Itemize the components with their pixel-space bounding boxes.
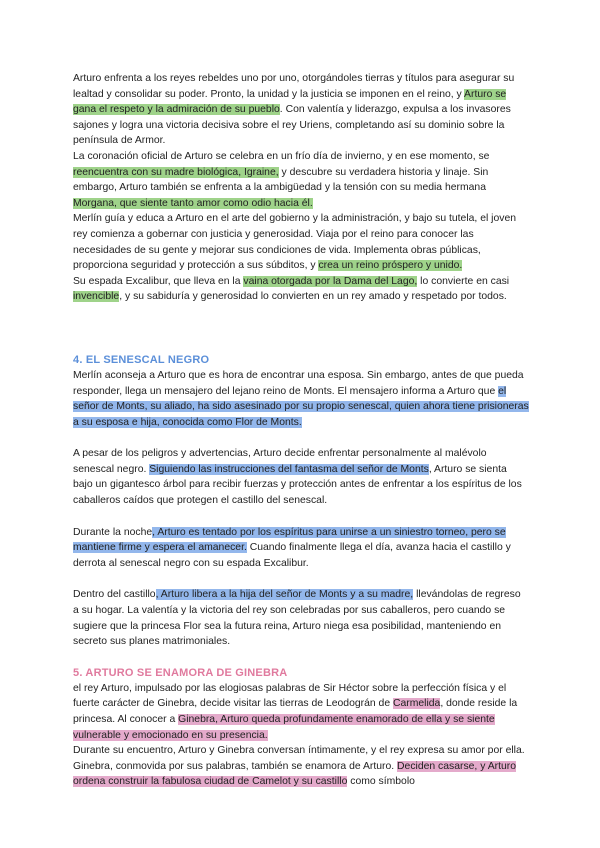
paragraph-monts-messenger (73, 368, 529, 430)
highlight-green: vaina otorgada por la Dama del Lago, (243, 275, 418, 287)
text-run: A pesar de los peligros y advertencias, Arturo decide enfrentar personalmente al malévolo senescal negro. (73, 448, 487, 475)
text-run: Merlín aconseja a Arturo que es hora de encontrar una esposa. Sin embargo, antes de que pueda responder, llega un mensajero del lejano reino de Monts. El mensajero informa a Arturo que (73, 369, 524, 397)
text-run: llevándolas de regreso a su hogar. La valentía y la victoria del rey son celebradas por sus caballeros, pero cuando se sugiere que la princesa Flor sea la futura reina, Arturo niega esa posibilidad, manteniendo en secreto sus planes matrimoniales. (73, 589, 521, 648)
paragraph-camelot (73, 743, 529, 790)
paragraph-visit-ginebra (73, 681, 529, 743)
section-heading-senescal: 4. EL SENESCAL NEGRO (73, 353, 210, 366)
text-run: lo convierte en casi (417, 275, 510, 287)
text-run: . Con valentía y liderazgo, expulsa a los invasores sajones y logra una victoria decisiva sobre el rey Uriens, completando así su dominio sobre la península de Armor. (73, 104, 511, 147)
paragraph-ghost-instructions (73, 446, 529, 508)
text-run: Dentro del castillo (73, 589, 156, 601)
highlight-green: reencuentra con su madre biológica, Igraine, (73, 166, 279, 178)
highlight-blue: , Arturo libera a la hija del señor de Monts y a su madre, (155, 589, 414, 601)
highlight-pink: Deciden casarse, y Arturo ordena construir la fabulosa ciudad de Camelot y su castillo (73, 760, 517, 788)
highlight-blue: el señor de Monts, su aliado, ha sido asesinado por su propio senescal, quien ahora tiene prisioneras a su esposa e hija, conocida como Flor de Monts. (73, 385, 529, 428)
paragraph-rebel-kings (73, 71, 529, 149)
paragraph-coronation (73, 149, 529, 211)
text-run: el rey Arturo, impulsado por las elogiosas palabras de Sir Héctor sobre la perfección física y el fuerte carácter de Ginebra, decide visitar las tierras de Leodográn de (73, 682, 507, 710)
text-run: Cuando finalmente llega el día, avanza hacia el castillo y derrota al senescal negro con su espada Excalibur. (73, 542, 511, 569)
highlight-green: crea un reino próspero y unido. (318, 260, 463, 272)
highlight-blue: Siguiendo las instrucciones del fantasma del señor de Monts (149, 463, 429, 475)
spacer (73, 509, 529, 525)
spacer (73, 430, 529, 446)
document-body (73, 71, 529, 790)
highlight-green: Arturo se gana el respeto y la admiración de su pueblo (73, 88, 507, 116)
text-run: Durante la noche (73, 526, 153, 538)
text-run: Su espada Excalibur, que lleva en la (73, 275, 244, 287)
highlight-pink: Carmelida (392, 698, 441, 710)
paragraph-excalibur (73, 274, 529, 305)
text-run: , donde reside la princesa. Al conocer a (73, 698, 518, 725)
text-run: , y su sabiduría y generosidad lo convierten en un rey amado y respetado por todos. (119, 291, 507, 303)
text-run: como símbolo (347, 776, 415, 788)
text-run: Merlín guía y educa a Arturo en el arte del gobierno y la administración, y bajo su tutela, el joven rey comienza a gobernar con justicia y generosidad. Viaja por el reino para conocer las necesidades de su gente y mejorar sus condiciones de vida. Implementa obras públicas, proporciona seguridad y protección a sus súbditos, y (73, 213, 517, 272)
paragraph-merlin (73, 211, 529, 273)
text-run: Arturo enfrenta a los reyes rebeldes uno por uno, otorgándoles tierras y títulos para asegurar su lealtad y consolidar su poder. Pronto, la unidad y la justicia se imponen en el reino, y (73, 73, 515, 100)
text-run: , Arturo se sienta bajo un gigantesco árbol para recibir fuerzas y protección antes de enfrentar a los espíritus de los caballeros caídos que protegen el castillo del senescal. (73, 463, 522, 507)
highlight-blue: , Arturo es tentado por los espíritus para unirse a un siniestro torneo, pero se mantiene firme y espera el amanecer. (73, 526, 506, 554)
text-run: La coronación oficial de Arturo se celebra en un frío día de invierno, y en ese momento, se (73, 150, 490, 162)
spacer (73, 305, 529, 353)
highlight-pink: Ginebra, Arturo queda profundamente enamorado de ella y se siente vulnerable y emocionado en su presencia. (73, 714, 495, 741)
paragraph-castle-rescue (73, 587, 529, 649)
highlight-green: Morgana, que siente tanto amor como odio hacia él. (73, 197, 313, 209)
spacer (73, 571, 529, 587)
text-run: Durante su encuentro, Arturo y Ginebra conversan íntimamente, y el rey expresa su amor por ella. Ginebra, conmovida por sus palabras, también se enamora de Arturo. (73, 745, 525, 772)
text-run: y descubre su verdadera historia y linaje. Sin embargo, Arturo también se enfrenta a la ambigüedad y la tensión con su media hermana (73, 166, 489, 194)
spacer (73, 650, 529, 666)
highlight-green: invencible (73, 291, 120, 303)
paragraph-night-tournament (73, 525, 529, 572)
section-heading-ginebra: 5. ARTURO SE ENAMORA DE GINEBRA (73, 666, 288, 679)
